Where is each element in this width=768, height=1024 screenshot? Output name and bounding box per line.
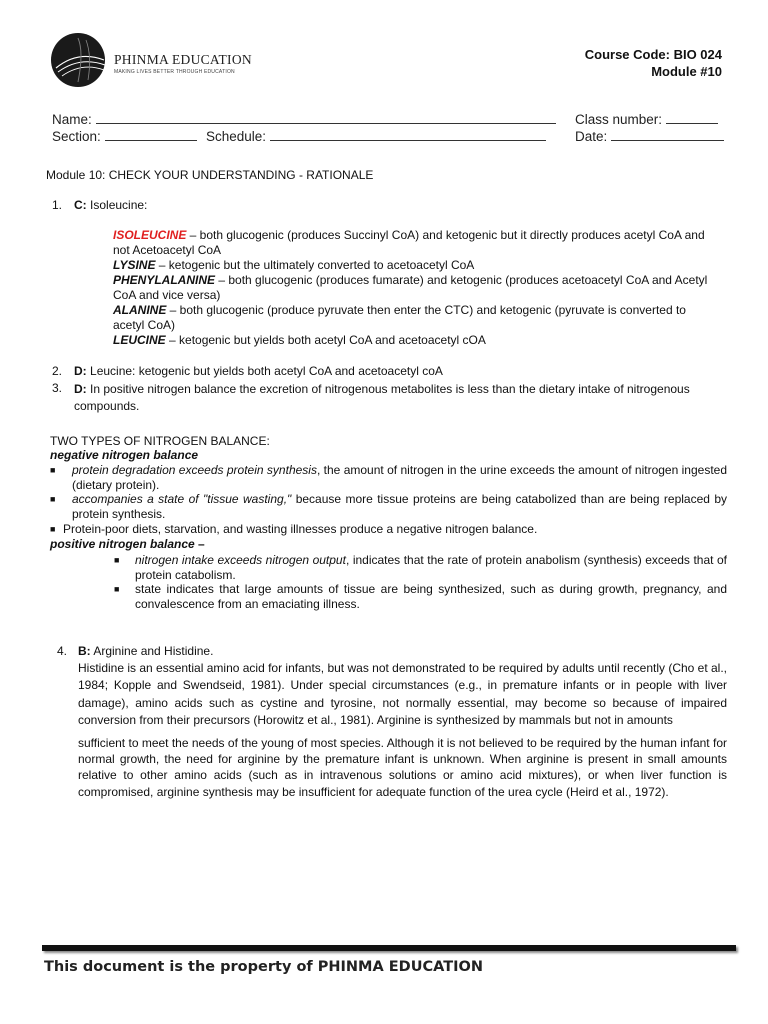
schedule-field[interactable]	[206, 128, 546, 144]
q2-text: Leucine: ketogenic but yields both acetyl CoA and acetoacetyl coA	[90, 364, 443, 378]
q2-answer	[74, 364, 443, 379]
lysine-line	[113, 258, 713, 273]
bullet-icon: ■	[50, 524, 56, 534]
section-label: Section:	[52, 129, 101, 144]
q4-number: 4.	[57, 644, 68, 658]
class-number-label: Class number:	[575, 112, 663, 127]
pos1-text: , indicates that the rate of protein anabolism (synthesis) exceeds that of protein catabolism.	[135, 553, 728, 582]
q3-text: In positive nitrogen balance the excretion of nitrogenous metabolites is less than the dietary intake of nitrogenous compounds.	[74, 382, 690, 413]
brand-name: PHINMA EDUCATION	[114, 52, 252, 67]
leucine-line	[113, 333, 713, 348]
bullet-icon: ■	[50, 465, 56, 475]
q1-answer	[74, 198, 147, 213]
isoleucine-line	[113, 228, 713, 258]
positive-dash: –	[194, 537, 205, 551]
neg-point-3: Protein-poor diets, starvation, and wasting illnesses produce a negative nitrogen balance.	[63, 522, 538, 536]
pos-point-2: state indicates that large amounts of tissue are being synthesized, such as during growth, pregnancy, and convalescence from an emaciating illness.	[135, 582, 727, 611]
course-code: Course Code: BIO 024	[584, 47, 722, 62]
class-number-line[interactable]	[666, 111, 718, 124]
name-field[interactable]	[52, 111, 556, 127]
q3-letter: D:	[74, 382, 87, 396]
pos-point-1	[135, 553, 727, 583]
q4-paragraph-1: Histidine is an essential amino acid for infants, but was not demonstrated to be required by adults until recently (Cho et al., 1984; Kopple and Swendseid, 1981). Under special circumstances (e.g., in premature infants or in people with liver damage), amino acids such as cystine and tyrosine, not normally essential, may become so because of impaired conversion from their precursors (Horowitz et al., 1981). Arginine is synthesized by mammals but not in amounts	[78, 661, 728, 728]
phinma-logo-icon	[48, 30, 108, 90]
q2-number: 2.	[52, 364, 63, 378]
q4-letter: B:	[78, 644, 91, 658]
q3-answer	[74, 381, 724, 415]
q1-answer-text: Isoleucine:	[90, 198, 148, 212]
date-field[interactable]	[575, 128, 724, 144]
name-line[interactable]	[96, 111, 556, 124]
lysine-term: LYSINE	[113, 258, 156, 272]
brand-tagline: MAKING LIVES BETTER THROUGH EDUCATION	[114, 69, 235, 75]
schedule-line[interactable]	[270, 128, 546, 141]
neg1-italic: protein degradation exceeds protein synthesis	[72, 463, 317, 477]
positive-heading: positive nitrogen balance	[50, 537, 195, 551]
negative-heading: negative nitrogen balance	[50, 448, 199, 462]
neg-point-2	[72, 492, 727, 522]
page-title: Module 10: CHECK YOUR UNDERSTANDING - RATIONALE	[46, 168, 374, 182]
date-label: Date:	[575, 129, 608, 144]
course-header	[585, 46, 722, 80]
neg1-text: , the amount of nitrogen in the urine exceeds the amount of nitrogen ingested (dietary protein).	[72, 463, 728, 492]
positive-heading-line	[50, 537, 205, 552]
date-line[interactable]	[611, 128, 724, 141]
q4-answer-text: Arginine and Histidine.	[93, 644, 214, 658]
isoleucine-text: – both glucogenic (produces Succinyl CoA) and ketogenic but it directly produces acetyl CoA and not Acetoacetyl CoA	[113, 228, 705, 257]
q4-answer	[78, 644, 213, 659]
phenylalanine-line	[113, 273, 713, 303]
neg-point-1	[72, 463, 727, 493]
isoleucine-term: ISOLEUCINE	[113, 228, 187, 242]
q3-number: 3.	[52, 381, 63, 395]
phinma-logo	[48, 30, 252, 90]
footer-text: This document is the property of PHINMA EDUCATION	[44, 959, 483, 975]
q1-letter: C:	[74, 198, 87, 212]
lysine-text: – ketogenic but the ultimately converted to acetoacetyl CoA	[155, 258, 475, 272]
nitrogen-heading: TWO TYPES OF NITROGEN BALANCE:	[50, 434, 270, 448]
module-number: Module #10	[651, 64, 722, 79]
pos1-italic: nitrogen intake exceeds nitrogen output	[135, 553, 346, 567]
q1-number: 1.	[52, 198, 63, 212]
alanine-text: – both glucogenic (produce pyruvate then enter the CTC) and ketogenic (pyruvate is converted to acetyl CoA)	[113, 303, 686, 332]
phenylalanine-term: PHENYLALANINE	[113, 273, 216, 287]
q2-letter: D:	[74, 364, 87, 378]
bullet-icon: ■	[114, 555, 120, 565]
section-line[interactable]	[105, 128, 197, 141]
leucine-text: – ketogenic but yields both acetyl CoA and acetoacetyl cOA	[165, 333, 486, 347]
neg2-italic: accompanies a state of "tissue wasting,"	[72, 492, 292, 506]
bullet-icon: ■	[114, 584, 120, 594]
q1-rationale	[113, 228, 713, 348]
alanine-line	[113, 303, 713, 333]
leucine-term: LEUCINE	[113, 333, 166, 347]
section-field[interactable]	[52, 128, 197, 144]
class-number-field[interactable]	[575, 111, 718, 127]
neg2-text: because more tissue proteins are being catabolized than are being replaced by protein synthesis.	[72, 492, 728, 521]
phenylalanine-text: – both glucogenic (produces fumarate) and ketogenic (produces acetoacetyl CoA and Acetyl CoA and vice versa)	[113, 273, 708, 302]
q4-paragraph-2: sufficient to meet the needs of the young of most species. Although it is not believed to be required by the human infant for normal growth, the need for arginine by the premature infant is unknown. When arginine is present in small amounts relative to other amino acids (such as in intravenous solutions or amino acid mixtures), or when liver function is compromised, arginine synthesis may be insufficient for adequate function of the urea cycle (Heird et al., 1972).	[78, 736, 727, 799]
schedule-label: Schedule:	[206, 129, 267, 144]
alanine-term: ALANINE	[113, 303, 167, 317]
bullet-icon: ■	[50, 494, 56, 504]
footer-divider	[42, 945, 736, 951]
name-label: Name:	[52, 112, 92, 127]
